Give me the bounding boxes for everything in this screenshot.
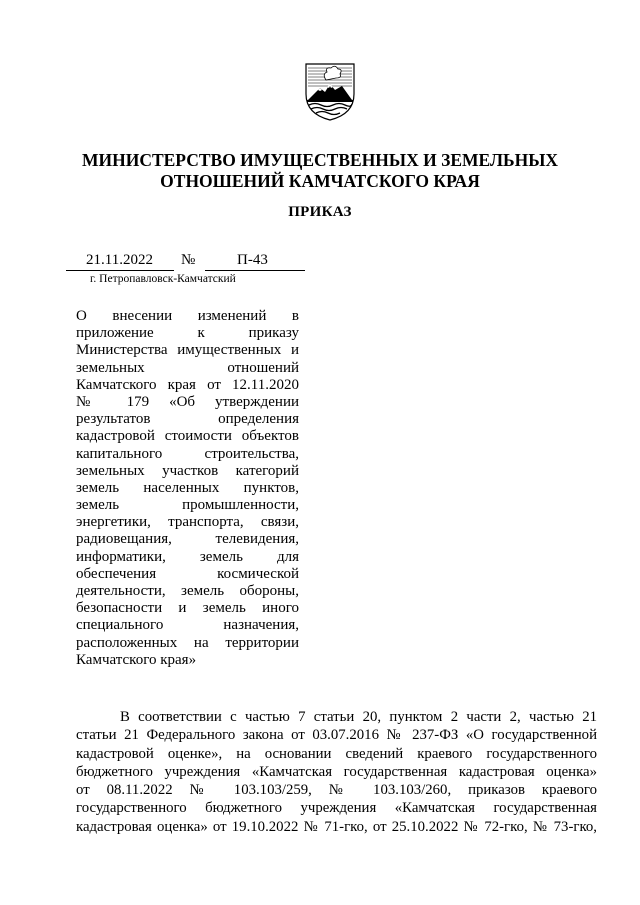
subject-line: № 179 «Об утверждении	[76, 393, 299, 410]
body-line: статьи 21 Федерального закона от 03.07.2016 № 237-ФЗ «О государственной	[76, 727, 597, 744]
city-caption: г. Петропавловск-Камчатский	[90, 273, 236, 285]
order-body-paragraph	[76, 708, 597, 836]
subject-line: обеспечения космической	[76, 565, 299, 582]
subject-line: О внесении изменений в	[76, 308, 299, 324]
ministry-name	[60, 150, 580, 192]
subject-line: специального назначения,	[76, 617, 299, 634]
subject-line: энергетики, транспорта, связи,	[76, 514, 299, 531]
body-line: В соответствии с частью 7 статьи 20, пунктом 2 части 2, частью 21	[120, 709, 597, 725]
body-line: от 08.11.2022 № 103.103/259, № 103.103/260, приказов краевого	[76, 782, 597, 799]
subject-line: Камчатского края от 12.11.2020	[76, 376, 299, 393]
body-line: государственного бюджетного учреждения «Камчатская государственная	[76, 800, 597, 817]
subject-line: расположенных на территории	[76, 634, 299, 651]
subject-line: земельных участков категорий	[76, 462, 299, 479]
document-type-title: ПРИКАЗ	[288, 204, 352, 220]
ministry-name-line-1: МИНИСТЕРСТВО ИМУЩЕСТВЕННЫХ И ЗЕМЕЛЬНЫХ	[81, 150, 559, 170]
subject-line: земель промышленности,	[76, 497, 299, 514]
subject-line: приложение к приказу	[76, 325, 299, 342]
subject-line: земель населенных пунктов,	[76, 479, 299, 496]
subject-line: радиовещания, телевидения,	[76, 531, 299, 548]
body-line: бюджетного учреждения «Камчатская государственная кадастровая оценка»	[76, 763, 597, 780]
body-line: кадастровая оценка» от 19.10.2022 № 71-гко, от 25.10.2022 № 72-гко, № 73-гко,	[76, 818, 597, 835]
subject-line: деятельности, земель обороны,	[76, 583, 299, 599]
subject-line: земельных отношений	[76, 359, 299, 376]
body-line: кадастровой оценке», на основании сведений краевого государственного	[76, 745, 597, 762]
subject-line: кадастровой стоимости объектов	[76, 428, 299, 445]
subject-line: Министерства имущественных и	[76, 342, 299, 359]
kamchatka-coat-of-arms-icon	[300, 60, 360, 122]
order-date: 21.11.2022	[86, 252, 153, 268]
subject-line: Камчатского края»	[76, 651, 197, 668]
ministry-name-line-2: ОТНОШЕНИЙ КАМЧАТСКОГО КРАЯ	[160, 171, 480, 191]
order-number: П-43	[237, 252, 268, 268]
subject-line: информатики, земель для	[76, 548, 299, 565]
subject-line: безопасности и земель иного	[76, 600, 299, 617]
subject-line: результатов определения	[76, 411, 299, 428]
number-sign: №	[181, 252, 196, 268]
date-underline	[66, 270, 174, 271]
order-subject	[76, 308, 299, 669]
subject-line: капитального строительства,	[76, 445, 299, 462]
number-underline	[205, 270, 305, 271]
